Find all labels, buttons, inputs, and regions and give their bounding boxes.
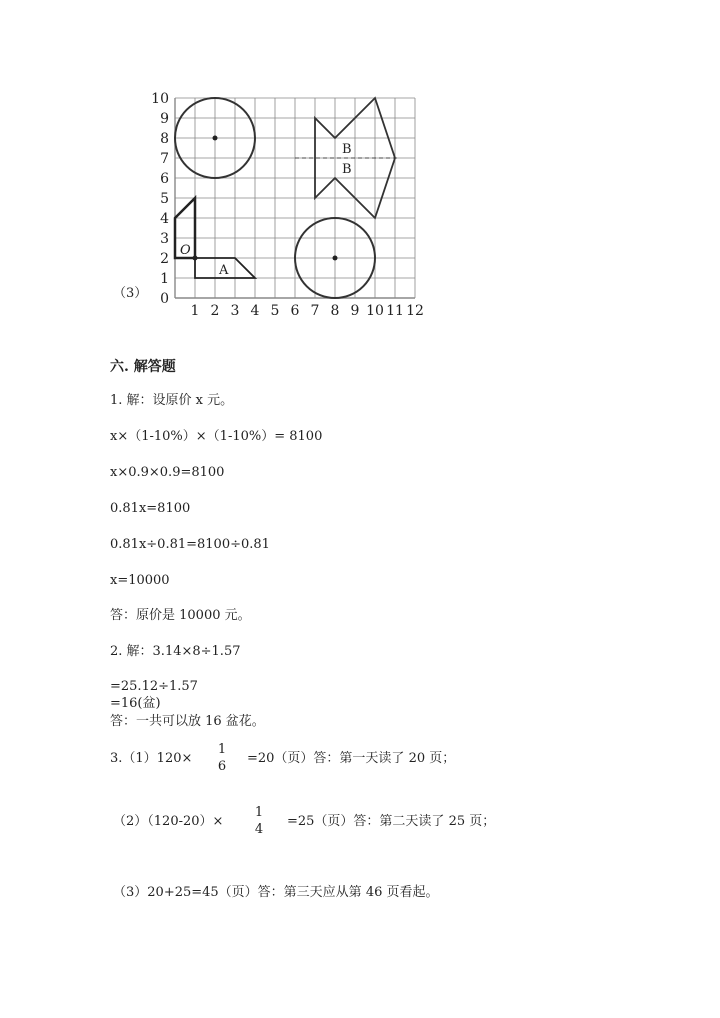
solution-line: x=10000 [110,573,170,588]
y-tick-label: 2 [160,251,169,267]
solution-line: 0.81x÷0.81=8100÷0.81 [110,537,270,552]
figure-label: （3） [113,286,148,301]
x-tick-label: 11 [386,303,404,319]
y-tick-label: 5 [160,191,169,207]
label-o: O [180,243,191,258]
grid-figure [140,88,440,323]
solution-line: 答：一共可以放 16 盆花。 [110,714,265,729]
solution-line: x×（1-10%）×（1-10%）= 8100 [110,429,323,444]
x-tick-label: 6 [290,303,300,319]
solution-line: 0.81x=8100 [110,501,191,516]
x-tick-label: 12 [406,303,424,319]
y-tick-label: 3 [160,231,169,247]
label-b-top: B [342,142,352,157]
fraction-one-fourth [249,805,269,837]
label-b-bottom: B [342,162,352,177]
circle-top-left-center [213,136,218,141]
x-tick-label: 1 [190,303,200,319]
section-heading: 六. 解答题 [110,359,176,375]
y-tick-label: 0 [160,291,169,307]
y-tick-label: 10 [151,91,169,107]
grid-lines [175,98,415,298]
solution-line: 1. 解：设原价 x 元。 [110,393,234,408]
y-tick-label: 8 [160,131,169,147]
label-a: A [219,263,229,278]
x-tick-label: 5 [270,303,280,319]
fraction-denominator: 4 [254,822,264,837]
fraction-numerator: 1 [254,805,264,820]
solution-line: 答：原价是 10000 元。 [110,608,251,623]
y-tick-label: 4 [160,211,169,227]
q3-part3: （3）20+25=45（页）答：第三天应从第 46 页看起。 [113,885,439,900]
x-axis-labels [191,303,424,319]
x-tick-label: 2 [210,303,220,319]
y-tick-label: 9 [160,111,169,127]
q3-part2-result: =25（页）答：第二天读了 25 页； [287,814,496,829]
q3-part2-prefix: （2）（120-20）× [113,814,224,829]
point-o [193,256,198,261]
y-axis-labels [151,91,169,307]
q3-part1-result: =20（页）答：第一天读了 20 页； [247,751,456,766]
fraction-one-sixth [212,742,232,774]
solution-line: x×0.9×0.9=8100 [110,465,225,480]
solution-line: =16(盆) [110,696,161,711]
x-tick-label: 8 [330,303,340,319]
fraction-denominator: 6 [217,759,227,774]
x-tick-label: 7 [310,303,320,319]
solution-line: 2. 解：3.14×8÷1.57 [110,644,241,659]
q3-part1-prefix: 3.（1）120× [110,751,193,766]
solution-line: =25.12÷1.57 [110,679,198,694]
y-tick-label: 1 [160,271,169,287]
circle-bottom-right-center [333,256,338,261]
x-tick-label: 9 [350,303,360,319]
y-tick-label: 7 [160,151,169,167]
x-tick-label: 10 [366,303,384,319]
fraction-numerator: 1 [217,742,227,757]
x-tick-label: 4 [250,303,260,319]
y-tick-label: 6 [160,171,169,187]
x-tick-label: 3 [230,303,240,319]
